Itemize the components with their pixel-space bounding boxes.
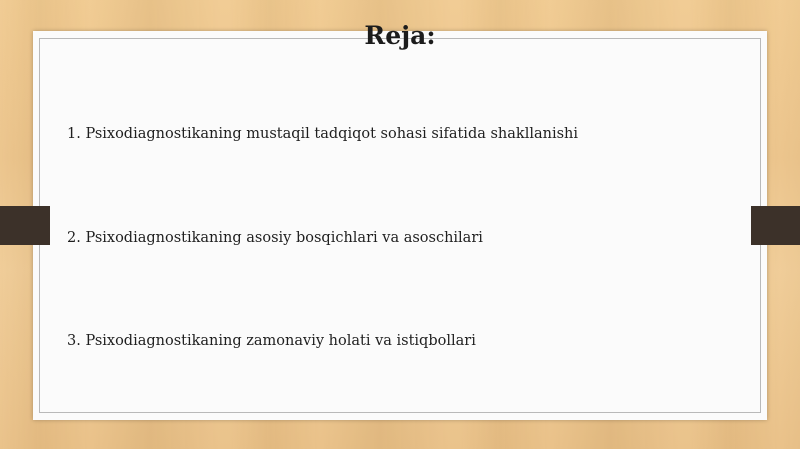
slide-card-border: [39, 38, 761, 413]
agenda-item-text: Psixodiagnostikaning asosiy bosqichlari va asoschilari: [85, 230, 483, 246]
left-decorative-tab: [0, 206, 50, 245]
agenda-item-text: Psixodiagnostikaning zamonaviy holati va istiqbollari: [85, 333, 476, 349]
agenda-item-2: [67, 228, 483, 248]
agenda-item-3: [67, 331, 476, 351]
agenda-item-number: 3.: [67, 333, 81, 349]
agenda-item-1: [67, 124, 578, 144]
agenda-item-text: Psixodiagnostikaning mustaqil tadqiqot sohasi sifatida shakllanishi: [85, 126, 579, 142]
agenda-item-number: 1.: [67, 126, 81, 142]
slide-title: Reja:: [364, 21, 436, 50]
slide-card: [33, 31, 767, 420]
right-decorative-tab: [751, 206, 800, 245]
agenda-item-number: 2.: [67, 230, 81, 246]
